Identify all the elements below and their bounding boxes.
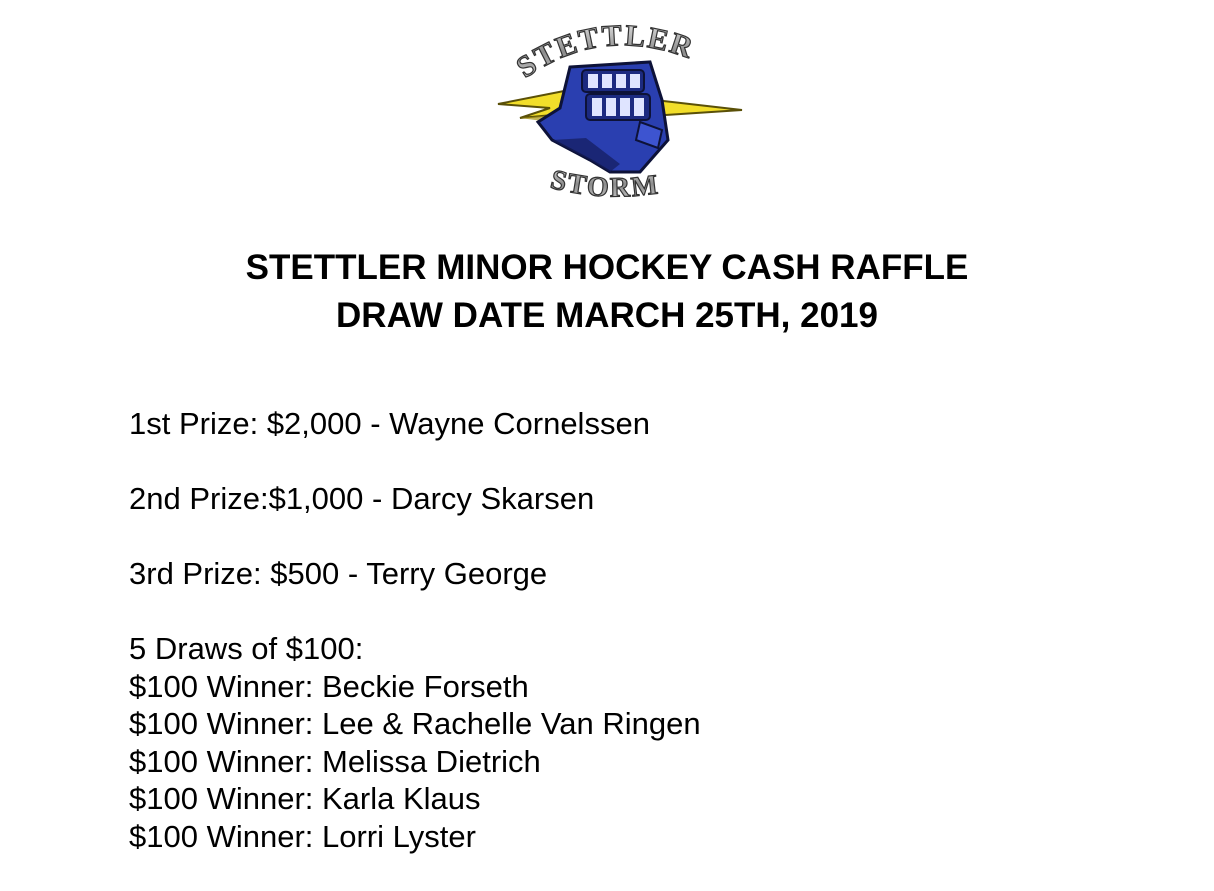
stettler-storm-logo [490,22,750,217]
logo-top-text: STETTLER [510,22,699,85]
draws-heading: 5 Draws of $100: [129,631,364,666]
draw-winner: $100 Winner: Lee & Rachelle Van Ringen [129,706,701,741]
third-prize: 3rd Prize: $500 - Terry George [129,556,548,591]
raffle-heading [0,244,1214,340]
draw-date: DRAW DATE MARCH 25TH, 2019 [336,296,878,335]
second-prize: 2nd Prize:$1,000 - Darcy Skarsen [129,481,595,516]
draw-winner: $100 Winner: Melissa Dietrich [129,743,541,779]
first-prize: 1st Prize: $2,000 - Wayne Cornelssen [129,406,650,441]
raffle-title: STETTLER MINOR HOCKEY CASH RAFFLE [245,248,969,287]
draw-winner: $100 Winner: Lorri Lyster [129,818,476,854]
draw-winner: $100 Winner: Beckie Forseth [129,668,529,704]
draw-winner: $100 Winner: Karla Klaus [129,781,481,816]
hockey-glove-icon [538,62,668,172]
logo-bottom-text: STORM [547,164,662,204]
winners-list [129,405,701,855]
logo-graphic [490,22,750,217]
